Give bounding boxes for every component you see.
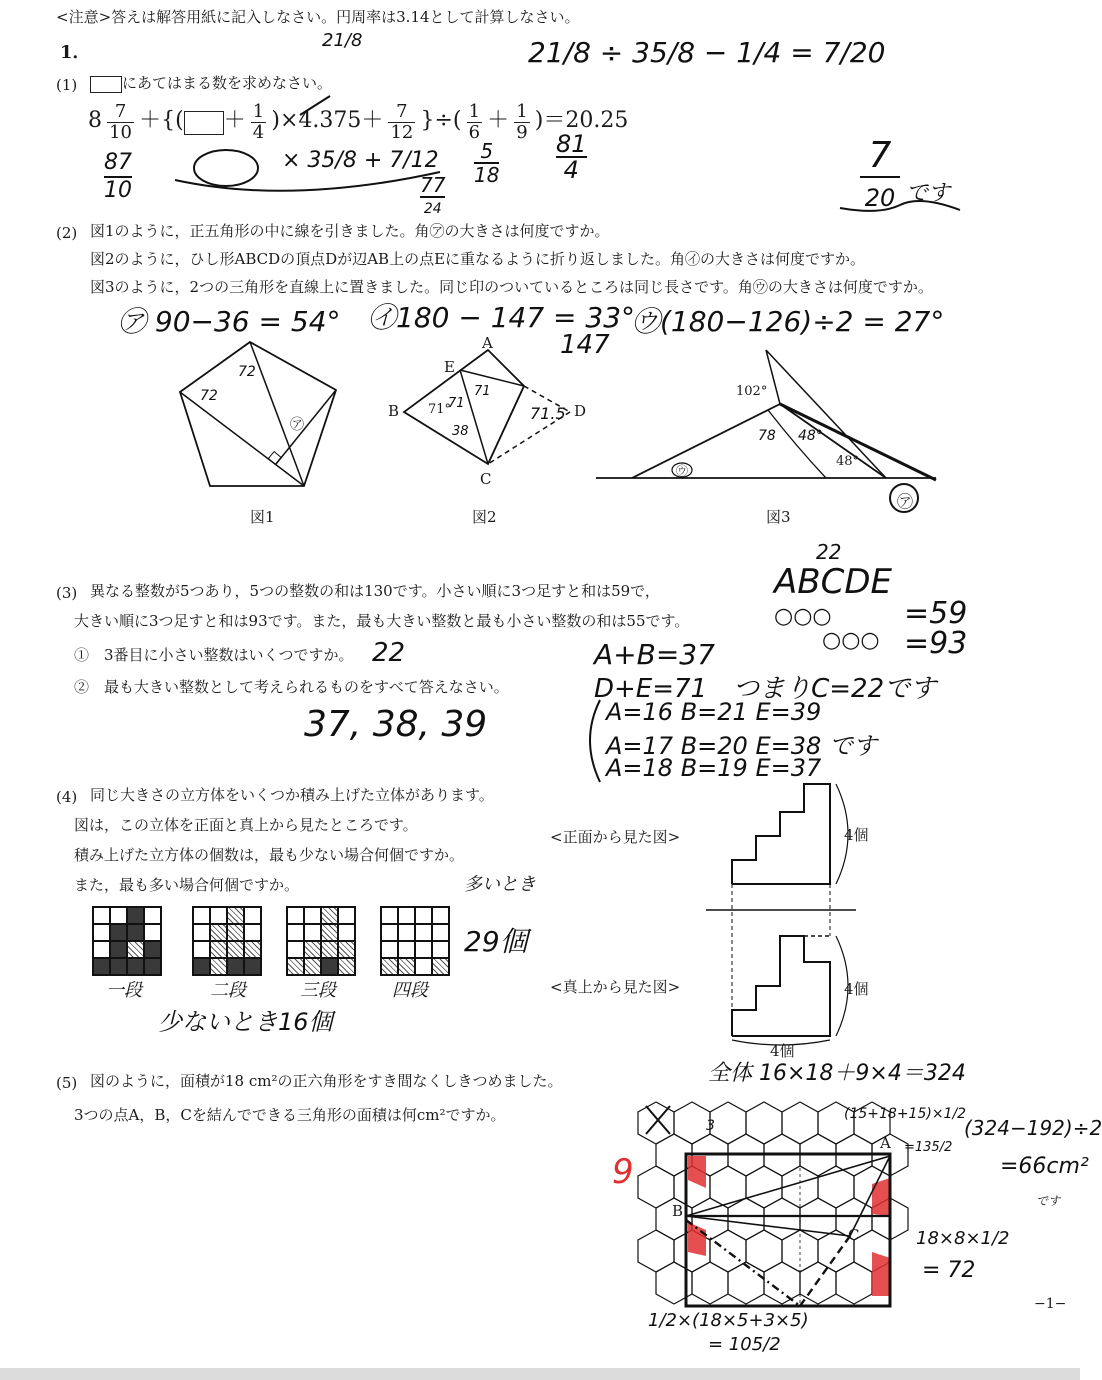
q2-line3: 図3のように，2つの三角形を直線上に置きました。同じ印のついているところは同じ長さです。角㋒の大きさは何度ですか。 xyxy=(90,278,933,296)
q3-sub2: ② 最も大きい整数として考えられるものをすべて答えなさい。 xyxy=(74,678,509,696)
fig3-angle-102: 102° xyxy=(736,384,768,399)
layer-label-1: 一段 xyxy=(106,980,142,1001)
hw-q3-abcde: ABCDE xyxy=(774,562,892,602)
layer-label-4: 四段 xyxy=(392,980,428,1001)
hw-q5-desu: です xyxy=(1036,1194,1061,1208)
hw-q2-b: ㋑180 − 147 = 33° xyxy=(368,301,636,334)
q4-count-height-top: 4個 xyxy=(844,980,869,998)
hw-q5-ans: (324−192)÷2 xyxy=(964,1116,1102,1140)
hw-q1-x35: × 35/8 + 7/12 xyxy=(282,148,439,173)
q1-number: (1) xyxy=(56,76,78,94)
figure-3-triangles xyxy=(596,346,942,506)
hw-q1-answer: 7 20 xyxy=(860,136,900,218)
fig3-hw-48: 48° xyxy=(798,428,823,444)
fig2-angle-71: 71° xyxy=(428,402,452,417)
hw-q1-87-10: 87 10 xyxy=(104,150,132,203)
fig1-caption: 図1 xyxy=(250,508,275,526)
hw-q4-most-label: 多いとき xyxy=(464,874,536,895)
q2-line2: 図2のように，ひし形ABCDの頂点Dが辺AB上の点Eに重なるように折り返しました。角㋑の大きさは何度ですか。 xyxy=(90,250,866,268)
fig2-E: E xyxy=(444,358,455,376)
layer-grid-4 xyxy=(380,906,450,976)
figure-1-pentagon xyxy=(170,336,350,496)
q3-line1: 異なる整数が5つあり，5つの整数の和は130です。小さい順に3つ足すと和は59で， xyxy=(90,582,660,600)
hw-q4-29: 29個 xyxy=(464,925,528,958)
q4-line4: また，最も多い場合何個ですか。 xyxy=(74,876,300,894)
hw-q5-9: 9 xyxy=(612,1152,634,1192)
hw-q5-72: = 72 xyxy=(922,1258,976,1283)
q5-point-B: B xyxy=(672,1202,684,1220)
fig2-B: B xyxy=(388,402,400,420)
q5-line2: 3つの点A，B，Cを結んでできる三角形の面積は何cm²ですか。 xyxy=(74,1106,506,1124)
hw-q5-frac: (15+18+15)×1/2 xyxy=(844,1106,967,1122)
q4-front-label: <正面から見た図> xyxy=(550,828,681,846)
layer-grid-1 xyxy=(92,906,162,976)
layer-label-2: 二段 xyxy=(210,980,246,1001)
fig2-caption: 図2 xyxy=(472,508,497,526)
hw-q3-answer: 37, 38, 39 xyxy=(304,704,488,745)
hw-q1-81-4: 81 4 xyxy=(556,130,587,184)
fig1-m1: 72 xyxy=(238,364,256,380)
q3-sub1: ① 3番目に小さい整数はいくつですか。 xyxy=(74,646,354,664)
q4-count-width: 4個 xyxy=(770,1042,795,1060)
q3-number: (3) xyxy=(56,584,78,602)
q5-point-C: C xyxy=(848,1226,860,1244)
q2-line1: 図1のように，正五角形の中に線を引きました。角㋐の大きさは何度ですか。 xyxy=(90,222,610,240)
hw-q3-59: =59 xyxy=(904,596,968,631)
fig2-hw-71b: 71 xyxy=(448,396,465,411)
fig3-angle-label: ㋒ xyxy=(676,464,689,478)
q5-point-A: A xyxy=(880,1134,891,1152)
hw-q5-bottom2: = 105/2 xyxy=(708,1334,781,1355)
fig3-hw-answer-mark: ㋐ xyxy=(897,492,914,511)
fig2-hw-715: 71.5 xyxy=(530,404,566,423)
hw-q1-desu: です xyxy=(906,181,951,206)
q5-number: (5) xyxy=(56,1074,78,1092)
fig2-A: A xyxy=(482,334,493,352)
fig2-hw-71a: 71 xyxy=(474,384,491,399)
hw-q5-18x8: 18×8×1/2 xyxy=(916,1228,1010,1249)
fig3-angle-48: 48° xyxy=(836,454,860,469)
hw-q3-ab: A+B=37 xyxy=(594,638,715,671)
layer-label-3: 三段 xyxy=(300,980,336,1001)
q1-equation: 8 $\frac{7}{10}$ ＋{( ＋ $\frac{1}{4}$ )×4.375＋ $\frac{7}{12}$ }÷( $\frac{1}{6}$ ＋ $\frac{1}{9}$ )＝20.25 xyxy=(88,101,629,143)
hw-q3-o1: ○○○ xyxy=(774,604,832,629)
fig1-m2: 72 xyxy=(200,388,218,404)
section-number: 1． xyxy=(60,42,91,63)
hw-q5-3: 3 xyxy=(706,1118,715,1134)
fig3-caption: 図3 xyxy=(766,508,791,526)
hw-q1-calc: 21/8 ÷ 35/8 − 1/4 = 7/20 xyxy=(528,36,886,69)
q4-line1: 同じ大きさの立方体をいくつか積み上げた立体があります。 xyxy=(90,786,494,804)
q4-count-height-front: 4個 xyxy=(844,826,869,844)
hw-q3-de: D+E=71 つまりC=22です xyxy=(594,674,937,704)
hw-q2-a: ㋐ 90−36 = 54° xyxy=(118,305,341,338)
bottom-scroll-bar[interactable] xyxy=(0,1368,1080,1380)
q3-line2: 大きい順に3つ足すと和は93です。また，最も大きい整数と最も小さい整数の和は55です。 xyxy=(74,612,690,630)
q4-line3: 積み上げた立方体の個数は，最も少ない場合何個ですか。 xyxy=(74,846,465,864)
q4-views xyxy=(700,776,870,1056)
hw-q3-93: =93 xyxy=(904,626,968,661)
fig2-D: D xyxy=(574,402,587,420)
fig2-hw-38: 38 xyxy=(452,424,469,439)
q2-number: (2) xyxy=(56,224,78,242)
hw-q4-least: 少ないとき16個 xyxy=(158,1008,333,1036)
q4-number: (4) xyxy=(56,788,78,806)
hw-q1-77-24: 77 24 xyxy=(420,173,446,217)
hw-q2-c: ㋒(180−126)÷2 = 27° xyxy=(632,305,945,338)
layer-grid-2 xyxy=(192,906,262,976)
hw-q5-bottom1: 1/2×(18×5+3×5) xyxy=(648,1310,809,1331)
hw-q1-5-18: 5 18 xyxy=(474,139,500,187)
hw-q5-135: =135/2 xyxy=(904,1140,953,1155)
notice: <注意>答えは解答用紙に記入しなさい。円周率は3.14として計算しなさい。 xyxy=(56,8,580,26)
q4-line2: 図は，この立体を正面と真上から見たところです。 xyxy=(74,816,418,834)
hw-q5-66: =66cm² xyxy=(1000,1154,1089,1179)
hw-q2-147: 147 xyxy=(560,330,610,360)
fig3-hw-78: 78 xyxy=(758,428,776,444)
q5-line1: 図のように，面積が18 cm²の正六角形をすき間なくしきつめました。 xyxy=(90,1072,563,1090)
layer-grid-3 xyxy=(286,906,356,976)
hw-q5-total: 全体 16×18＋9×4＝324 xyxy=(708,1061,966,1086)
hw-q1-strokes xyxy=(0,0,1080,230)
hw-q3-top22: 22 xyxy=(816,540,842,564)
hw-q3-row2: A=17 B=20 E=38 です xyxy=(606,732,877,760)
q1-prompt: にあてはまる数を求めなさい。 xyxy=(90,72,332,93)
q4-top-label: <真上から見た図> xyxy=(550,978,681,996)
fig1-angle-label: ㋐ xyxy=(290,417,304,433)
hw-q1-top: 21/8 xyxy=(322,30,363,51)
fig2-C: C xyxy=(480,470,492,488)
hw-q3-row3: A=18 B=19 E=37 xyxy=(606,754,822,782)
hw-q3-22: 22 xyxy=(372,638,406,668)
hw-q3-row1: A=16 B=21 E=39 xyxy=(606,698,822,726)
hw-q3-o2: ○○○ xyxy=(822,628,880,653)
hw-q3-bracket xyxy=(576,696,606,786)
page-number: −1− xyxy=(1034,1296,1067,1312)
